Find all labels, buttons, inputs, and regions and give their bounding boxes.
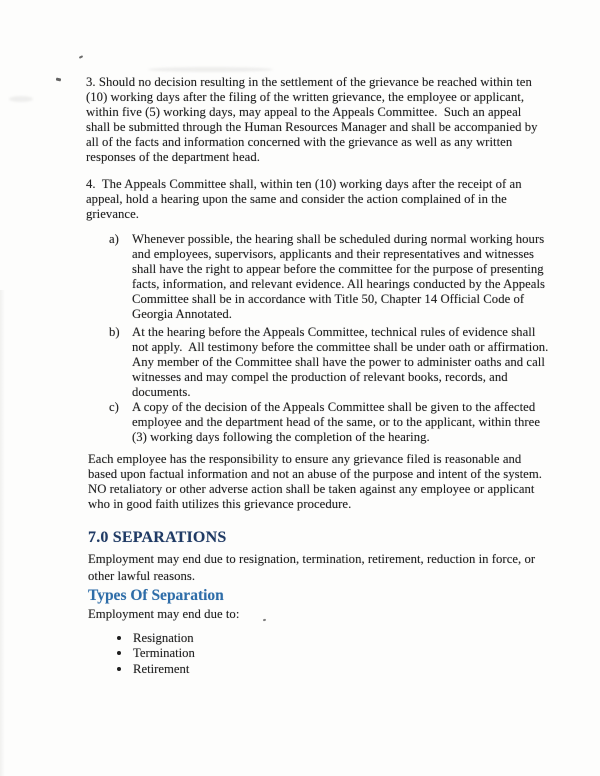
scan-speck — [263, 619, 266, 622]
text-line: (3) working days following the completion of the hearing. — [132, 430, 430, 444]
list-marker-b: b) — [109, 325, 120, 339]
bullet-item-termination — [117, 646, 195, 661]
text-line: grievance. — [86, 207, 139, 221]
section-heading-separations: 7.0 SEPARATIONS — [88, 529, 227, 546]
text-line: responses of the department head. — [86, 150, 260, 164]
text-line: A copy of the decision of the Appeals Committee shall be given to the affected — [132, 400, 536, 414]
text-line: other lawful reasons. — [88, 569, 196, 583]
text-line: documents. — [132, 385, 191, 399]
text-line: based upon factual information and not an abuse of the purpose and intent of the system. — [88, 467, 542, 481]
separation-bullet-list — [117, 631, 195, 677]
text-line: At the hearing before the Appeals Committee, technical rules of evidence shall — [132, 325, 536, 339]
text-line: and employees, supervisors, applicants and their representatives and witnesses — [132, 247, 535, 261]
bullet-icon — [117, 636, 121, 640]
text-line: Georgia Annotated. — [132, 307, 233, 321]
text-line: Any member of the Committee shall have the power to administer oaths and call — [132, 355, 545, 369]
text-line: Each employee has the responsibility to ensure any grievance filed is reasonable and — [88, 452, 522, 466]
text-line: appeal, hold a hearing upon the same and consider the action complained of in the — [86, 192, 507, 206]
list-item-b-text — [132, 325, 548, 400]
text-line: witnesses and may compel the production of relevant books, records, and — [132, 370, 508, 384]
text-line: NO retaliatory or other adverse action shall be taken against any employee or applicant — [88, 482, 535, 496]
text-line: employee and the department head of the same, or to the applicant, within three — [132, 415, 541, 429]
text-line: 4. The Appeals Committee shall, within ten (10) working days after the receipt of an — [86, 177, 522, 191]
text-line: shall have the right to appear before the committee for the purpose of presenting — [132, 262, 544, 276]
bullet-item-retirement — [117, 662, 195, 677]
text-line: Employment may end due to resignation, termination, retirement, reduction in force, or — [88, 552, 536, 566]
scan-smudge — [148, 67, 273, 72]
bullet-label: Termination — [133, 646, 195, 661]
subsection-intro-line — [88, 607, 239, 622]
text-line: within five (5) working days, may appeal to the Appeals Committee. Such an appeal — [86, 105, 522, 119]
subsection-heading-types-of-separation: Types Of Separation — [88, 587, 224, 604]
text-line: facts, information, and relevant evidence. All hearings conducted by the Appeals — [132, 277, 546, 291]
text-line: shall be submitted through the Human Resources Manager and shall be accompanied by — [86, 120, 538, 134]
list-item-b — [109, 325, 549, 400]
bullet-icon — [117, 667, 121, 671]
paragraph-grievance-appeal — [86, 75, 538, 165]
bullet-label: Retirement — [133, 661, 190, 676]
text-line: not apply. All testimony before the committee shall be under oath or affirmation. — [132, 340, 549, 354]
text-line: Committee shall be in accordance with Title 50, Chapter 14 Official Code of — [132, 292, 525, 306]
list-item-c — [109, 400, 541, 445]
scan-speck — [79, 55, 83, 59]
list-marker-c: c) — [109, 400, 119, 414]
scan-edge-shadow — [0, 290, 5, 776]
text-line: who in good faith utilizes this grievance procedure. — [88, 497, 352, 511]
list-item-a-text — [132, 232, 545, 322]
bullet-icon — [117, 651, 121, 655]
paragraph-appeals-committee — [86, 177, 522, 222]
scan-speck — [56, 78, 62, 82]
bullet-item-resignation — [117, 631, 195, 646]
bullet-label: Resignation — [133, 631, 194, 645]
text-line: 3. Should no decision resulting in the settlement of the grievance be reached within ten — [86, 75, 532, 89]
text-line: (10) working days after the filing of the written grievance, the employee or applicant, — [86, 90, 525, 104]
text-line: Employment may end due to: — [88, 607, 240, 621]
section-intro-paragraph — [88, 551, 535, 585]
list-marker-a: a) — [109, 232, 119, 246]
text-line: Whenever possible, the hearing shall be scheduled during normal working hours — [132, 232, 545, 246]
scan-smudge — [9, 96, 33, 102]
list-item-a — [109, 232, 546, 322]
paragraph-employee-responsibility — [88, 452, 542, 512]
list-item-c-text — [132, 400, 540, 445]
text-line: all of the facts and information concerned with the grievance as well as any written — [86, 135, 513, 149]
